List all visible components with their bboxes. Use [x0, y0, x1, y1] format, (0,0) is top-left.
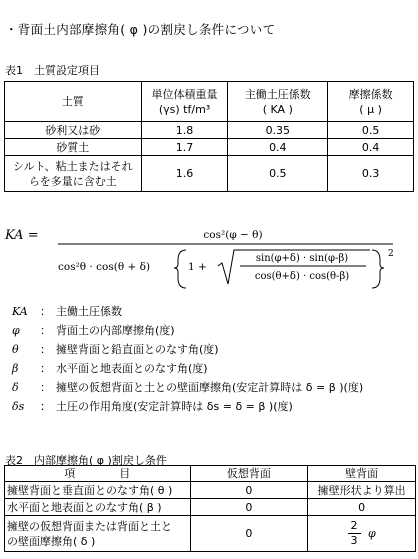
- active-earth-pressure-formula: [58, 226, 408, 296]
- header-wall-back: 壁背面: [308, 466, 416, 482]
- formula-exponent: 2: [388, 249, 394, 259]
- formula-inner-denominator: cos(θ+δ) · cos(θ-β): [254, 271, 350, 282]
- table-row: 水平面と地表面とのなす角( β ) 0 0: [5, 499, 416, 516]
- friction-angle-conditions-table: [4, 465, 416, 552]
- table2-caption: 表2 内部摩擦角( φ )割戻し条件: [5, 454, 167, 467]
- legend-item: δ ： 擁壁の仮想背面と土との壁面摩擦角(安定計算時は δ = β )(度): [12, 381, 364, 394]
- soil-settings-table: [4, 81, 414, 192]
- formula-numerator: cos²(φ − θ): [203, 229, 263, 241]
- formula-one-plus: 1 +: [188, 261, 207, 273]
- table-row: 擁壁の仮想背面または背面と土と の壁面摩擦角( δ ) 0 $\frac{2}{3}$ φ: [5, 516, 416, 552]
- table-row: 擁壁背面と垂直面とのなす角( θ ) 0 擁壁形状より算出: [5, 482, 416, 499]
- header-soil: 土質: [5, 82, 142, 122]
- table1-caption: 表1 土質設定項目: [5, 64, 100, 77]
- formula-inner-numerator: sin(φ+δ) · sin(φ-β): [255, 253, 349, 264]
- legend-item: KA ： 主働土圧係数: [12, 305, 122, 318]
- fraction-two-thirds: $\frac{2}{3}$: [348, 519, 361, 548]
- page-title: ・背面土内部摩擦角( φ )の割戻し条件について: [5, 22, 276, 37]
- table-row: 砂質土 1.7 0.4 0.4: [5, 139, 414, 156]
- legend-item: θ ： 擁壁背面と鉛直面とのなす角(度): [12, 343, 219, 356]
- legend-item: δs ： 土圧の作用角度(安定計算時は δs = δ = β )(度): [12, 400, 293, 413]
- header-virtual-back: 仮想背面: [190, 466, 308, 482]
- legend-item: φ ： 背面土の内部摩擦角(度): [12, 324, 175, 337]
- table-row: 砂利又は砂 1.8 0.35 0.5: [5, 122, 414, 139]
- header-item: 項 目: [5, 466, 191, 482]
- header-unit-weight: 単位体積重量 (γs) tf/m³: [141, 82, 228, 122]
- header-active-pressure-coef: 主働土圧係数 ( KA ): [228, 82, 328, 122]
- legend-item: β ： 水平面と地表面とのなす角(度): [12, 362, 208, 375]
- header-friction-coef: 摩擦係数 ( μ ): [328, 82, 414, 122]
- formula-denominator-left: cos²θ · cos(θ + δ): [58, 261, 151, 273]
- table-row: シルト、粘土またはそれ らを多量に含む土 1.6 0.5 0.3: [5, 156, 414, 192]
- formula-lhs: KA =: [5, 228, 39, 243]
